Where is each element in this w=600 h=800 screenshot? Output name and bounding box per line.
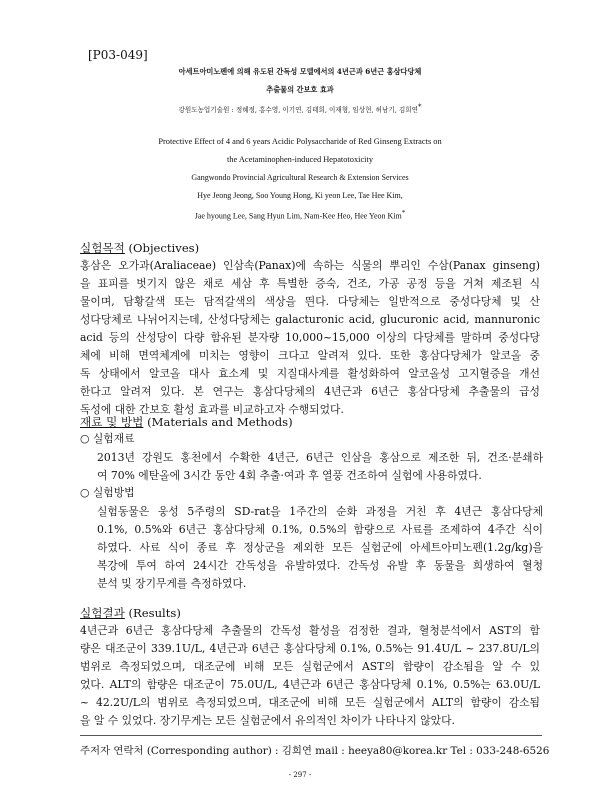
methods-heading xyxy=(80,414,293,430)
paragraph-line: 량은 대조군이 339.1U/L, 4년근과 6년근 홍삼다당체 0.1%, 0.5%는 91.4U/L ~ 237.8U/L의 xyxy=(80,642,540,655)
paragraph-line: 체에 비해 면역체계에 미치는 영향이 크다고 알려져 있다. 또한 홍삼다당체가 알코올 중 xyxy=(80,349,540,362)
title-en-line1: Protective Effect of 4 and 6 years Acidic Polysaccharide of Red Ginseng Extracts on xyxy=(158,137,442,146)
bullet-icon: ○ xyxy=(80,432,90,445)
paragraph-line: 실험동물은 웅성 5주령의 SD-rat을 1주간의 순화 과정을 거친 후 4년근 홍삼다당체 xyxy=(97,505,543,518)
page-number: - 297 - xyxy=(288,771,312,779)
paragraph-line: 성다당체로 나뉘어지는데, 산성다당체는 galacturonic acid, glucuronic acid, mannuronic xyxy=(80,313,540,326)
objectives-heading xyxy=(80,240,199,256)
methods-heading-ko: 재료 및 방법 xyxy=(80,415,144,429)
footnote-divider xyxy=(80,735,542,736)
affiliation-en: Gangwondo Provincial Agricultural Research & Extension Services xyxy=(191,173,409,182)
paragraph-line: 한다고 알려져 있다. 본 연구는 홍삼다당체의 4년근과 6년근 홍삼다당체 추출물의 급성 xyxy=(80,385,540,398)
paragraph-line: 독 상태에서 알코올 대사 효소계 및 지질대사계를 활성화하여 알코올성 고지혈증을 개선 xyxy=(80,367,540,380)
paragraph-line: 복강에 투여 하여 24시간 간독성을 유발하였다. 간독성 유발 후 동물을 희생하여 혈청 xyxy=(97,559,543,572)
paragraph-line: 독성에 대한 간보호 활성 효과를 비교하고자 수행되었다. xyxy=(80,403,344,416)
paragraph-line: 홍삼은 오가과(Araliaceae) 인삼속(Panax)에 속하는 식물의 뿌리인 수삼(Panax ginseng) xyxy=(80,259,540,272)
methods-sub2-paragraph xyxy=(97,503,543,593)
methods-sub1-paragraph xyxy=(97,449,543,485)
paragraph-line: 을 표피를 벗기지 않은 채로 세삼 후 특별한 증숙, 건조, 가공 공정 등을 거쳐 제조된 식 xyxy=(80,277,540,290)
bullet-icon: ○ xyxy=(80,486,90,499)
results-heading-en: (Results) xyxy=(128,606,181,620)
authors-en-line2: Jae hyoung Lee, Sang Hyun Lim, Nam-Kee Heo, Hee Yeon Kim* xyxy=(194,209,406,221)
abstract-code: [P03-049] xyxy=(88,48,148,62)
title-en-line2: the Acetaminophen-induced Hepatotoxicity xyxy=(226,155,374,164)
objectives-heading-ko: 실험목적 xyxy=(80,241,125,255)
corresponding-author-footnote: 주저자 연락처 (Corresponding author) : 김희연 mail : heeya80@korea.kr Tel : 033-248-6526 xyxy=(80,745,550,757)
paragraph-line: 0.1%, 0.5%와 6년근 홍삼다당체 0.1%, 0.5%의 함량으로 사료를 조제하여 4주간 식이 xyxy=(97,523,543,536)
paragraph-line: ~ 42.2U/L의 범위로 측정되었으며, 대조군에 비해 모든 실험군에서 ALT의 함량이 감소됨 xyxy=(80,696,540,709)
methods-sub1-title: ○ 실험재료 xyxy=(80,432,135,445)
results-heading-ko: 실험결과 xyxy=(80,606,125,620)
results-heading xyxy=(80,605,181,621)
paragraph-line: 분석 및 장기무게를 측정하였다. xyxy=(97,577,247,590)
paragraph-line: 었다. ALT의 함량은 대조군이 75.0U/L, 4년근과 6년근 홍삼다당체 0.1%, 0.5%는 63.0U/L xyxy=(80,678,540,691)
paragraph-line: 범위로 측정되었으며, 대조군에 비해 모든 실험군에서 AST의 함량이 감소됨을 알 수 있 xyxy=(80,660,540,673)
paragraph-line: 물이며, 담황갈색 또는 담적갈색의 색상을 띈다. 다당체는 일반적으로 중성다당체 및 산 xyxy=(80,295,540,308)
authors-ko: 강원도농업기술원 : 정혜정, 홍수영, 이기연, 김태희, 이재형, 임상현, 허남기, 김희연* xyxy=(178,103,422,115)
paragraph-line: 2013년 강원도 홍천에서 수확한 4년근, 6년근 인삼을 홍삼으로 제조한 뒤, 건조·분쇄하 xyxy=(97,451,543,464)
paragraph-line: acid 등의 산성당이 다량 함유된 분자량 10,000~15,000 이상의 다당체를 말하며 중성다당 xyxy=(80,331,540,344)
methods-heading-en: (Materials and Methods) xyxy=(147,415,293,429)
results-paragraph xyxy=(80,622,540,730)
objectives-paragraph xyxy=(80,257,540,419)
title-ko-line1: 아세트아미노펜에 의해 유도된 간독성 모델에서의 4년근과 6년근 홍삼다당체 xyxy=(178,67,422,76)
paragraph-line: 을 알 수 있었다. 장기무게는 모든 실험군에서 유의적인 차이가 나타나지 않았다. xyxy=(80,714,455,727)
paragraph-line: 여 70% 에탄올에 3시간 동안 4회 추출·여과 후 열풍 건조하여 실험에 사용하였다. xyxy=(97,469,482,482)
objectives-heading-en: (Objectives) xyxy=(128,241,200,255)
methods-sub2-title: ○ 실험방법 xyxy=(80,486,135,499)
paragraph-line: 4년근과 6년근 홍삼다당체 추출물의 간독성 활성을 검정한 결과, 혈청분석에서 AST의 함 xyxy=(80,624,540,637)
authors-en-line1: Hye Jeong Jeong, Soo Young Hong, Ki yeon Lee, Tae Hee Kim, xyxy=(197,191,403,200)
paragraph-line: 하였다. 사료 식이 종료 후 정상군을 제외한 모든 실험군에 아세트아미노펜(1.2g/kg)을 xyxy=(97,541,543,554)
title-ko-line2: 추출물의 간보호 효과 xyxy=(266,85,334,94)
